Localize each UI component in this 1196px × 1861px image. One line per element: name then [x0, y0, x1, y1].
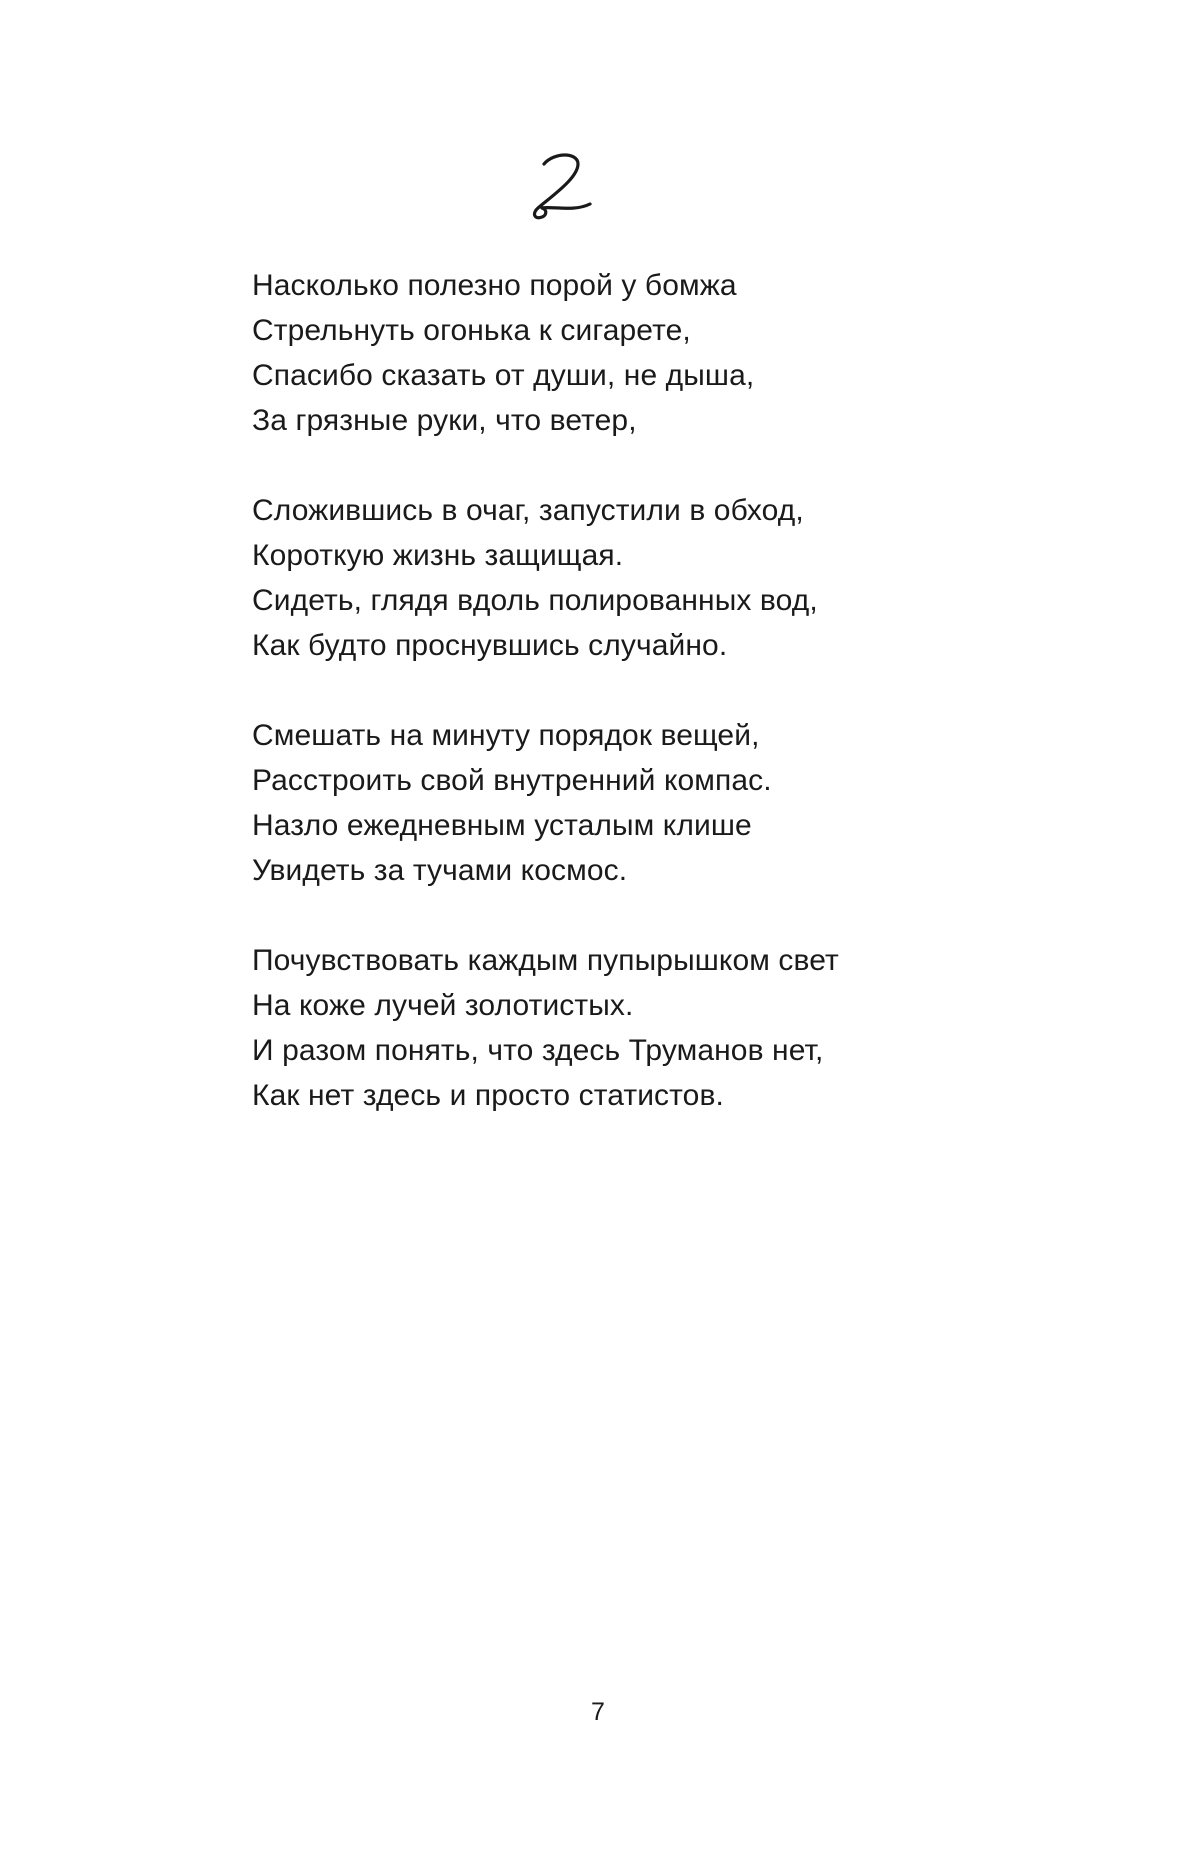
poem-line: Смешать на минуту порядок вещей, [252, 719, 760, 752]
poem-line: Расстроить свой внутренний компас. [252, 764, 772, 797]
stanza [252, 713, 1072, 893]
poem-number-label [528, 220, 529, 221]
poem-line: Как будто проснувшись случайно. [252, 629, 728, 662]
stanza [252, 263, 1072, 443]
poem-line: Сложившись в очаг, запустили в обход, [252, 494, 804, 527]
poem-line: На коже лучей золотистых. [252, 989, 634, 1022]
poem-body [252, 263, 1072, 1163]
poem-line: Как нет здесь и просто статистов. [252, 1079, 724, 1112]
poem-line: И разом понять, что здесь Труманов нет, [252, 1034, 824, 1067]
poem-line: Короткую жизнь защищая. [252, 539, 624, 572]
stanza [252, 488, 1072, 668]
poem-line: Спасибо сказать от души, не дыша, [252, 359, 755, 392]
page-number: 7 [591, 1698, 605, 1726]
poem-line: Увидеть за тучами космос. [252, 854, 628, 887]
handwritten-numeral [528, 150, 604, 220]
poem-number-heading [528, 150, 604, 220]
poem-line: Насколько полезно порой у бомжа [252, 269, 737, 302]
poem-line: Стрельнуть огонька к сигарете, [252, 314, 691, 347]
poem-line: Почувствовать каждым пупырышком свет [252, 944, 839, 977]
stanza [252, 938, 1072, 1118]
poem-line: За грязные руки, что ветер, [252, 404, 637, 437]
poem-line: Сидеть, глядя вдоль полированных вод, [252, 584, 818, 617]
poem-line: Назло ежедневным усталым клише [252, 809, 752, 842]
